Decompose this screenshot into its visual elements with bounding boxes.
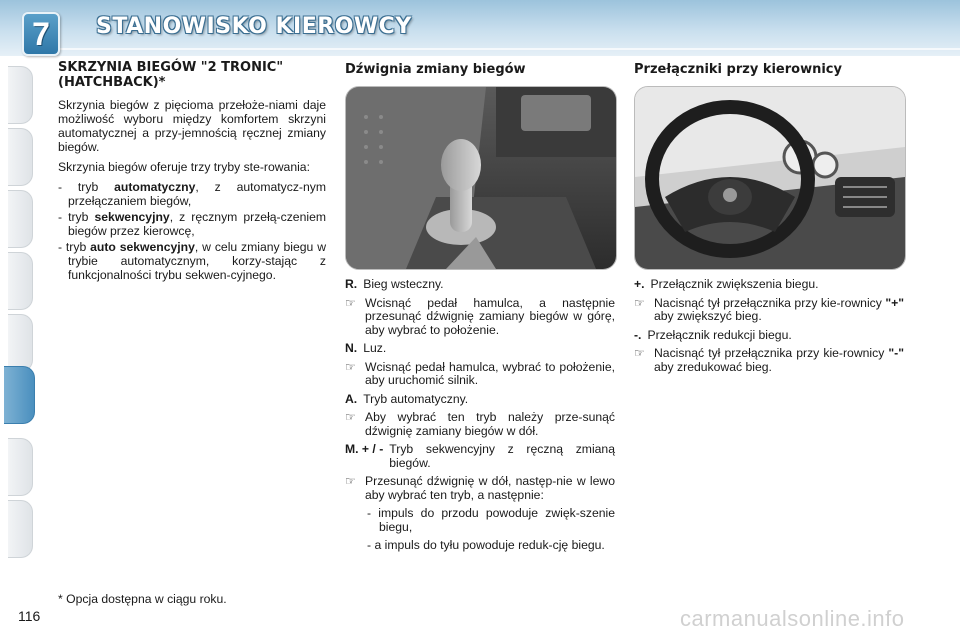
side-chapter-tabs — [0, 66, 36, 576]
gear-lever-descriptions — [345, 278, 615, 558]
gearbox-heading — [58, 60, 326, 90]
side-tab[interactable] — [8, 438, 33, 496]
hand-pointer-icon: ☞ — [634, 346, 645, 360]
mode-item: - tryb sekwencyjny, z ręcznym przełą-czeniem biegów przez kierowcę, — [58, 210, 326, 238]
footnote: * Opcja dostępna w ciągu roku. — [58, 592, 227, 606]
side-tab[interactable] — [8, 128, 33, 186]
list-item: ☞ Wcisnąć pedał hamulca, wybrać to położenie, aby uruchomić silnik. — [345, 359, 615, 387]
chapter-badge — [22, 12, 60, 56]
list-item: -. Przełącznik redukcji biegu. — [634, 327, 792, 342]
list-item: +. Przełącznik zwiększenia biegu. — [634, 277, 819, 291]
modes-intro: Skrzynia biegów oferuje trzy tryby ste-rowania: — [58, 160, 310, 174]
gearbox-intro-column — [58, 60, 326, 284]
list-item: N. Luz. — [345, 341, 387, 355]
steering-switch-descriptions — [634, 278, 904, 379]
sub-item: - impuls do przodu powoduje zwięk-szenie biegu, — [367, 506, 615, 534]
list-item: ☞ Aby wybrać ten tryb należy prze-sunąć dźwignię zamiany biegów w dół. — [345, 410, 615, 438]
gearbox-heading-line2: (HATCHBACK)* — [58, 75, 166, 90]
steering-switches-heading: Przełączniki przy kierownicy — [634, 62, 842, 77]
hand-pointer-icon: ☞ — [345, 410, 356, 424]
watermark: carmanualsonline.info — [680, 606, 905, 631]
side-tab[interactable] — [8, 500, 33, 558]
gear-lever-photo — [345, 86, 617, 270]
mode-item: - tryb auto sekwencyjny, w celu zmiany biegu w trybie automatycznym, korzy-stając z funkcjonalności trybu sekwen-cyjnego. — [58, 240, 326, 282]
list-item: ☞ Nacisnąć tył przełącznika przy kie-rownicy "+" aby zwiększyć bieg. — [634, 295, 904, 323]
side-tab[interactable] — [8, 190, 33, 248]
list-item: A. Tryb automatyczny. — [345, 391, 469, 406]
gear-lever-heading: Dźwignia zmiany biegów — [345, 62, 526, 77]
chapter-number: 7 — [32, 16, 50, 52]
list-item: ☞ Nacisnąć tył przełącznika przy kie-rownicy "-" aby zredukować bieg. — [634, 346, 904, 374]
hand-pointer-icon: ☞ — [634, 295, 645, 310]
list-item: R. Bieg wsteczny. — [345, 277, 444, 291]
intro-paragraph: Skrzynia biegów z pięcioma przełoże-niami daje możliwość wyboru między komfortem skrzyni automatycznej a przy-jemnością ręcznej zmiany biegów. — [58, 98, 326, 154]
page-number: 116 — [18, 608, 41, 624]
side-tab[interactable] — [8, 66, 33, 124]
hand-pointer-icon: ☞ — [345, 359, 356, 374]
side-tab[interactable] — [8, 252, 33, 310]
hand-pointer-icon: ☞ — [345, 295, 356, 310]
side-tab[interactable] — [8, 314, 33, 372]
page-title: STANOWISKO KIEROWCY — [96, 14, 412, 39]
list-item: ☞ Przesunąć dźwignię w dół, następ-nie w lewo aby wybrać ten tryb, a następnie: — [345, 474, 615, 502]
list-item: ☞ Wcisnąć pedał hamulca, a następnie przesunąć dźwignię zamiany biegów w górę, aby wybrać to położenie. — [345, 295, 615, 337]
steering-wheel-photo — [634, 86, 906, 270]
header-underline — [60, 48, 960, 50]
gearbox-heading-line1: SKRZYNIA BIEGÓW "2 TRONIC" — [58, 60, 284, 75]
mode-item: - tryb automatyczny, z automatycz-nym przełączaniem biegów, — [58, 180, 326, 208]
side-tab-active[interactable] — [4, 366, 35, 424]
hand-pointer-icon: ☞ — [345, 474, 356, 488]
list-item: M. + / - Tryb sekwencyjny z ręczną zmianą biegów. — [345, 442, 615, 470]
sub-item: - a impuls do tyłu powoduje reduk-cję biegu. — [367, 538, 605, 552]
